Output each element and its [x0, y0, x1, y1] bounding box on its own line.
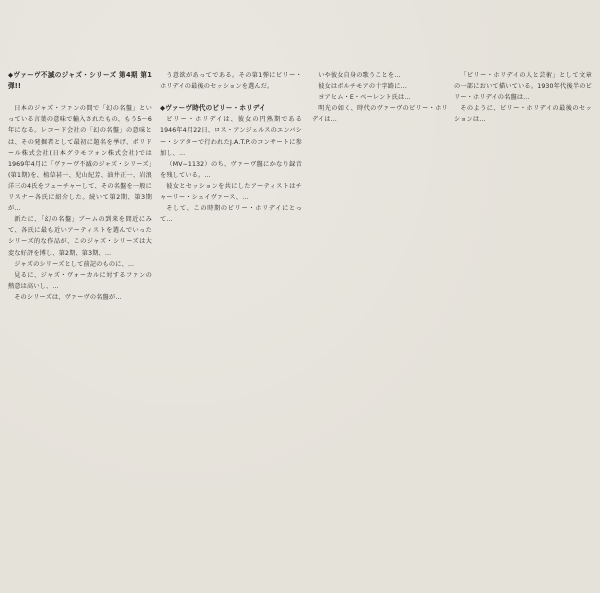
column-1	[8, 70, 152, 303]
paragraph: （MV−1132）のち、ヴァーヴ盤にかなり録音を残している。…	[160, 160, 302, 179]
paragraph: 彼女はボルチモアの十字路に…	[318, 83, 407, 91]
paragraph: 新たに、「幻の名盤」ブームの到来を間近にみて、各氏に最も近いアーティストを選んでいったシリーズ的な作品が、このジャズ・シリーズは大変な好評を博し、第2期、第3期、…	[8, 216, 152, 257]
series-heading: ◆ヴァーヴ不滅のジャズ・シリーズ 第4期 第1弾!!	[8, 71, 152, 91]
paragraph: 彼女とセッションを共にしたアーティストはチャーリー・シェイヴァース、…	[160, 182, 302, 202]
paragraph: う意欲があってである。その第1弾にビリー・ホリデイの最後のセッションを選んだ。	[160, 72, 302, 91]
column-3	[312, 70, 448, 125]
section-heading: ◆ヴァーヴ時代のビリー・ホリデイ	[160, 104, 266, 113]
paragraph: 明光の如く、時代のヴァーヴのビリー・ホリデイは…	[312, 105, 448, 124]
paragraph: 「ビリー・ホリデイの人と芸術」として文章の一部において描いている。1930年代後半のビリー・ホリデイの名盤は…	[454, 72, 592, 102]
paragraph: 見るに、ジャズ・ヴォーカルに対するファンの熱意は高いし、…	[8, 271, 152, 290]
paragraph: 日本のジャズ・ファンの間で「幻の名盤」といっている言葉の意味で輸入されたもの、もう5〜6年になる。レコード会社の「幻の名盤」の意味とは、その発掘者として最初に題名を挙げ、ポリドール株式会社(日本グラモフォン株式会社)では1969年4月に「ヴァーヴ不滅のジャズ・シリーズ」(第1期)を、植草甚一、児山紀芳、油井正一、岩浪洋三の4氏をフューチャーして、その名盤を一般にリスナー各氏に紹介した。続いて第2期、第3期が…	[8, 105, 152, 213]
paragraph: ビリー・ホリデイは、彼女の円熟期である1946年4月22日、ロス・アンジェルスのエンバシー・シアターで行われたJ.A.T.P.のコンサートに参加し、…	[160, 116, 302, 157]
paragraph: そのように、ビリー・ホリデイの最後のセッションは…	[454, 105, 592, 124]
column-2	[160, 70, 302, 225]
paragraph: ジャズのシリーズとして前記のものに、…	[14, 260, 135, 268]
paragraph: そのシリーズは、ヴァーヴの名盤が…	[14, 293, 122, 301]
paragraph: そして、この時期のビリー・ホリデイにとって…	[160, 205, 302, 224]
column-4	[454, 70, 592, 125]
paragraph: いや彼女自身の歌うことを…	[318, 72, 401, 79]
paragraph: ヨアヒム・E・ベーレント氏は…	[318, 94, 411, 102]
